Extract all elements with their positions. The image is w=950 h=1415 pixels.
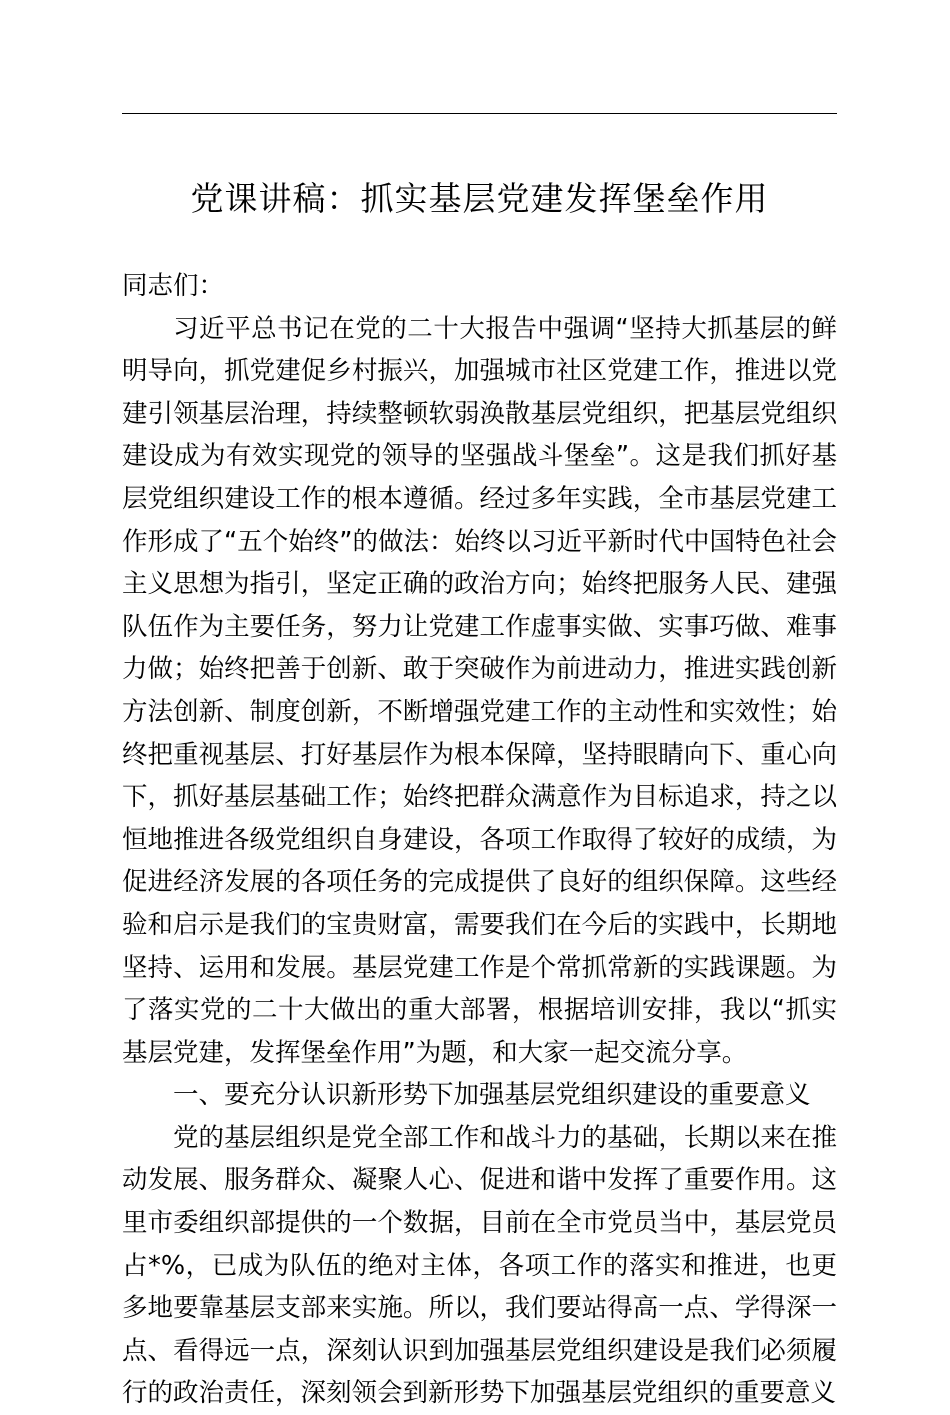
paragraph-section-1: 党的基层组织是党全部工作和战斗力的基础，长期以来在推动发展、服务群众、凝聚人心、促进和谐中发挥了重要作用。这里市委组织部提供的一个数据，目前在全市党员当中，基层党员占*%，已成为队伍的绝对主体，各项工作的落实和推进，也更多地要靠基层支部来实施。所以，我们要站得高一点、学得深一点、看得远一点，深刻认识到加强基层党组织建设是我们必须履行的政治责任，深刻领会到新形势下加强基层党组织的重要意义 [122,1122,837,1409]
header-rule [122,113,837,114]
section-heading-1: 一、要充分认识新形势下加强基层党组织建设的重要意义 [173,1080,811,1111]
salutation: 同志们： [122,271,225,301]
document-body [122,265,837,1415]
paragraph-intro: 习近平总书记在党的二十大报告中强调“坚持大抓基层的鲜明导向，抓党建促乡村振兴，加强城市社区党建工作，推进以党建引领基层治理，持续整顿软弱涣散基层党组织，把基层党组织建设成为有效实现党的领导的坚强战斗堡垒”。这是我们抓好基层党组织建设工作的根本遵循。经过多年实践，全市基层党建工作形成了“五个始终”的做法：始终以习近平新时代中国特色社会主义思想为指引，坚定正确的政治方向；始终把服务人民、建强队伍作为主要任务，努力让党建工作虚事实做、实事巧做、难事力做；始终把善于创新、敢于突破作为前进动力，推进实践创新方法创新、制度创新，不断增强党建工作的主动性和实效性；始终把重视基层、打好基层作为根本保障，坚持眼睛向下、重心向下，抓好基层基础工作；始终把群众满意作为目标追求，持之以恒地推进各级党组织自身建设，各项工作取得了较好的成绩，为促进经济发展的各项任务的完成提供了良好的组织保障。这些经验和启示是我们的宝贵财富，需要我们在今后的实践中，长期地坚持、运用和发展。基层党建工作是个常抓常新的实践课题。为了落实党的二十大做出的重大部署，根据培训安排，我以“抓实基层党建，发挥堡垒作用”为题，和大家一起交流分享。 [122,313,837,1068]
page-title: 党课讲稿：抓实基层党建发挥堡垒作用 [190,179,769,218]
